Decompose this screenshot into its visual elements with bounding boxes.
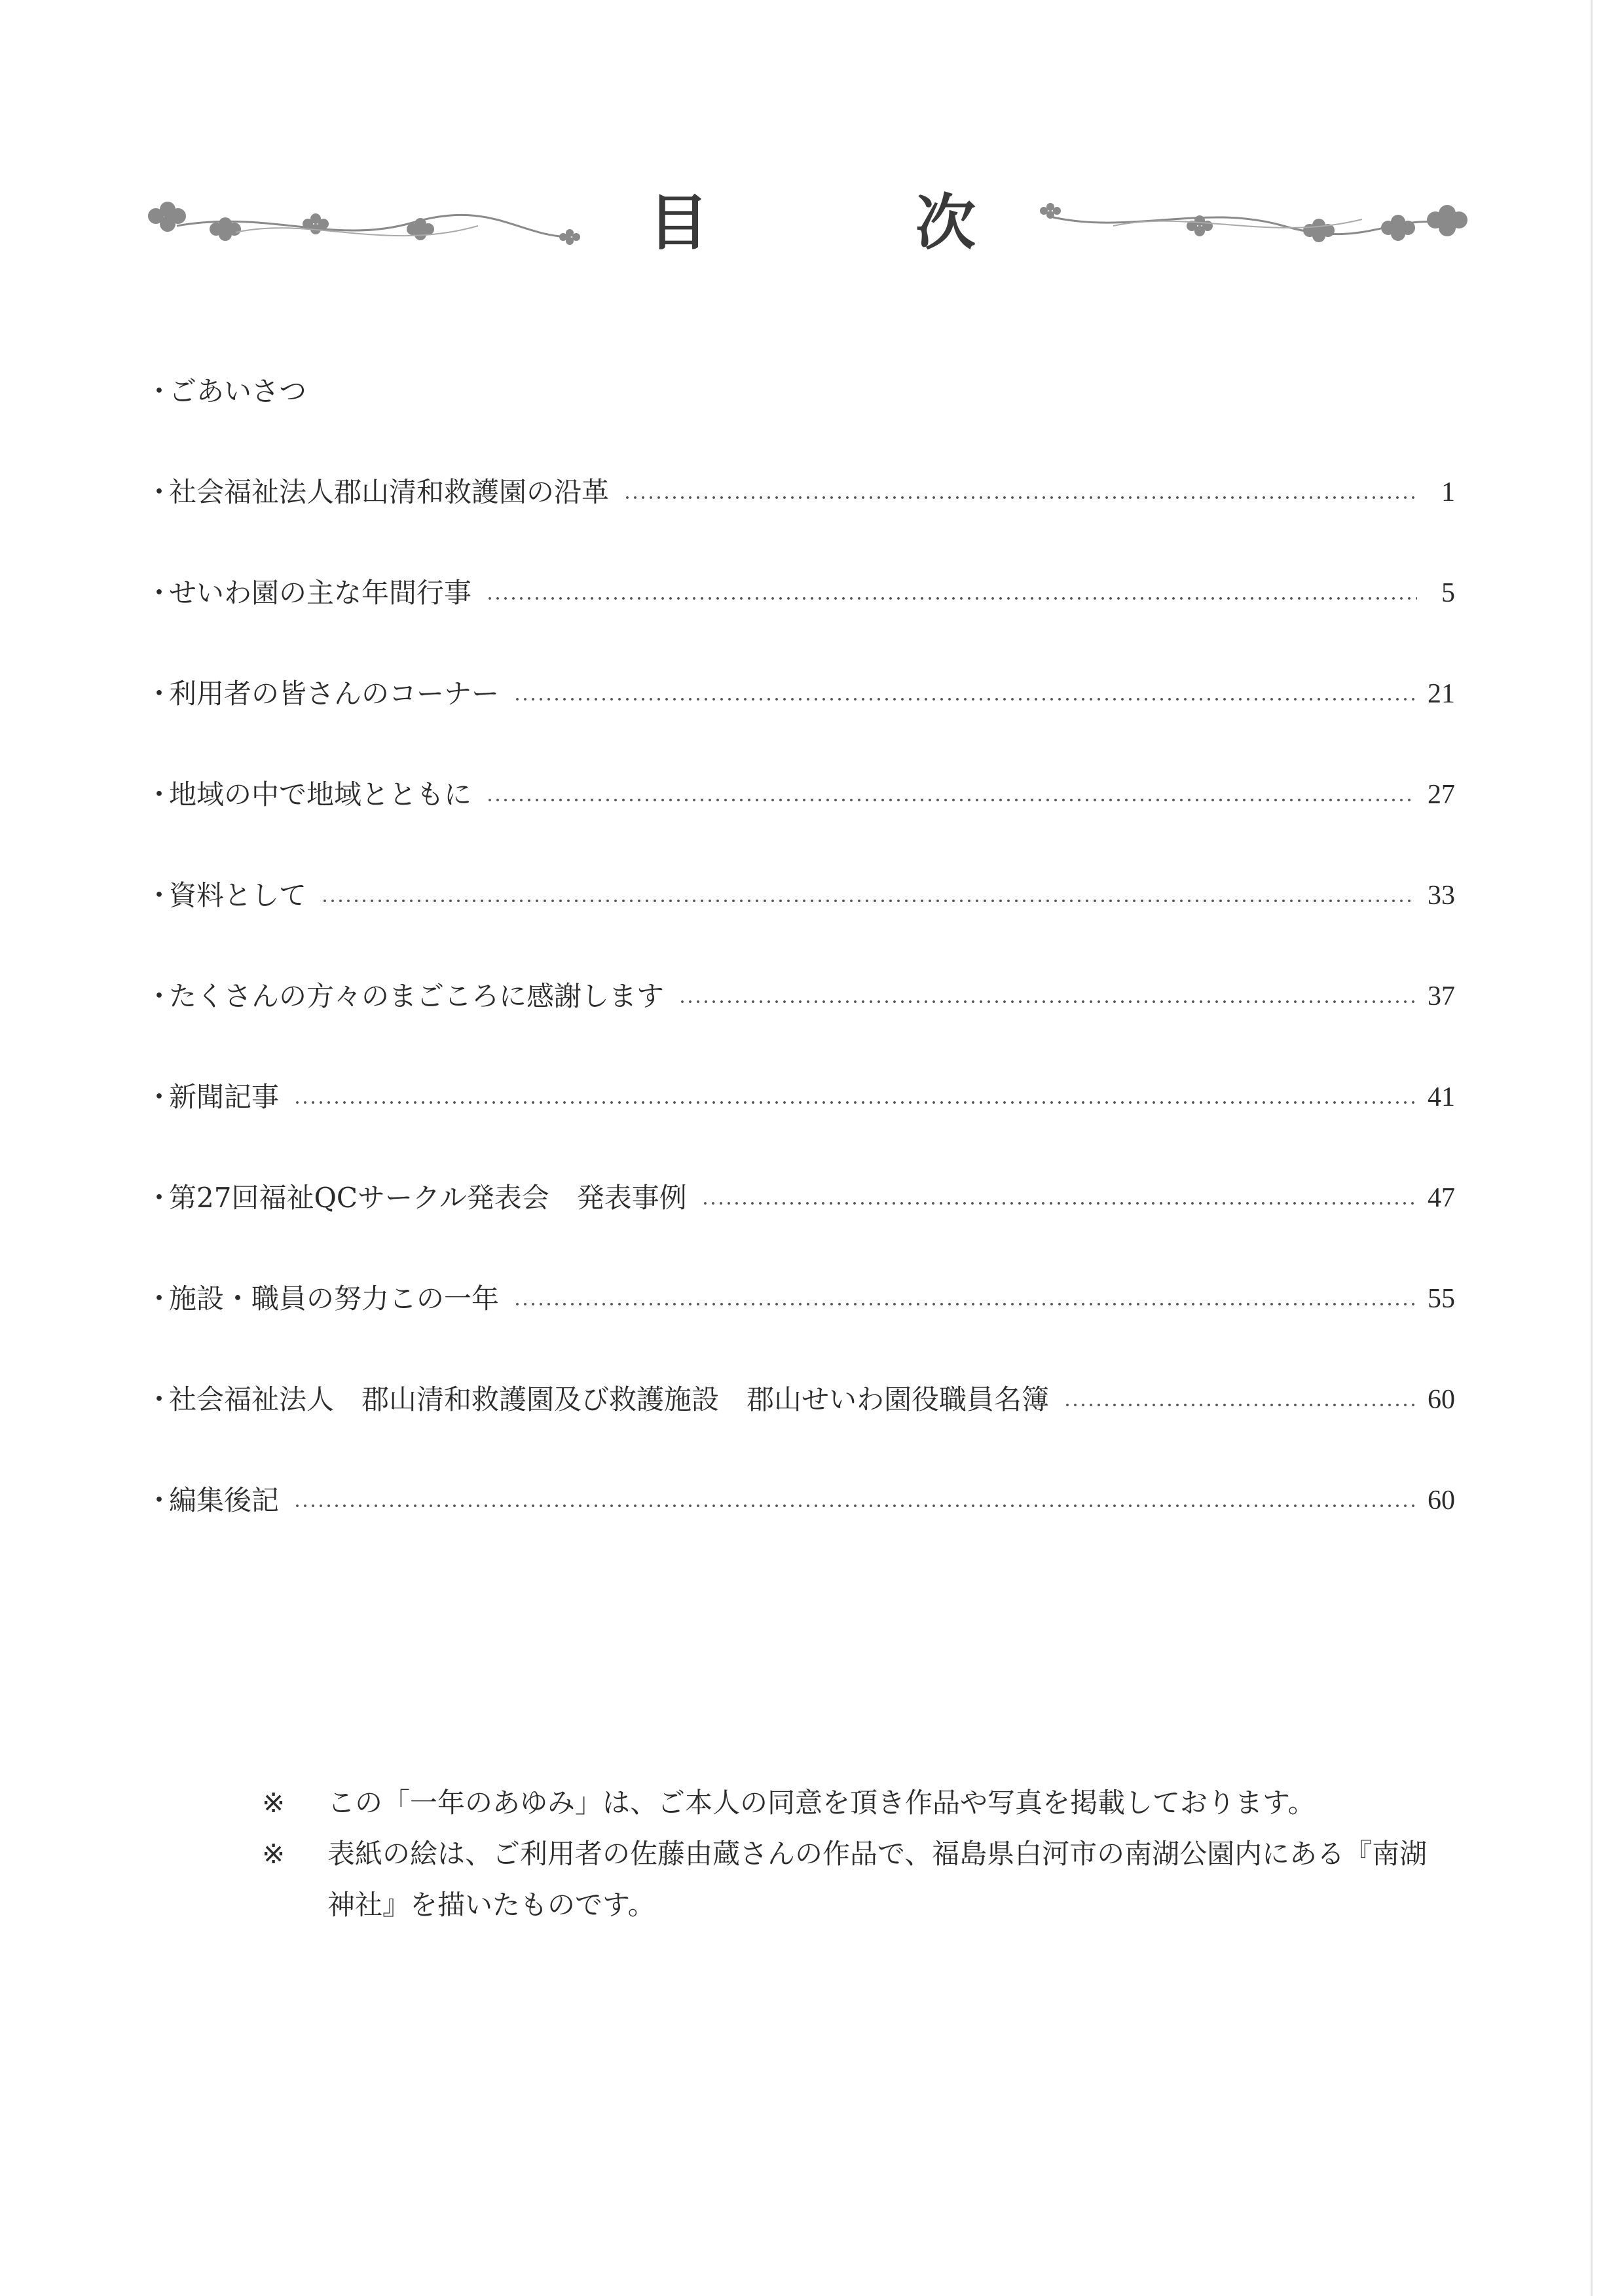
toc-page-number: 5 [1441,578,1455,608]
toc-bullet: ・ [145,980,174,1012]
toc-entry-label: 社会福祉法人 郡山清和救護園及び救護施設 郡山せいわ園役職員名簿 [169,1383,1050,1415]
toc-entry[interactable] [145,1079,1455,1180]
toc-page-number: 1 [1441,477,1455,507]
toc-entry[interactable] [145,1381,1455,1482]
dot-leader [623,474,1417,511]
dot-leader [513,1281,1416,1317]
toc-entry[interactable] [145,575,1455,676]
toc-entry-label: 編集後記 [169,1484,280,1516]
footnote [262,1777,1454,1829]
toc-bullet: ・ [145,1484,174,1516]
toc-page-number: 55 [1428,1284,1455,1314]
toc-entry[interactable] [145,1482,1455,1583]
toc-bullet: ・ [145,1081,174,1113]
table-of-contents [145,373,1455,1583]
toc-entry[interactable] [145,1281,1455,1381]
dot-leader [486,575,1417,611]
toc-entry-label: 利用者の皆さんのコーナー [169,678,500,710]
toc-bullet: ・ [145,476,174,508]
toc-entry-label: 新聞記事 [169,1081,280,1113]
toc-page-number: 21 [1428,679,1455,709]
page-title [648,183,976,262]
toc-entry[interactable] [145,676,1455,776]
toc-bullet: ・ [145,778,174,811]
toc-entry[interactable] [145,978,1455,1079]
dot-leader [293,1482,1416,1519]
dot-leader [701,1180,1416,1216]
toc-bullet: ・ [145,879,174,911]
toc-page-number: 60 [1428,1385,1455,1415]
clover-vine-icon [1035,190,1480,255]
dot-leader [513,676,1416,712]
title-row [0,183,1624,262]
dot-leader [1063,1381,1416,1418]
page-edge-line [1591,0,1593,2296]
toc-bullet: ・ [145,577,174,609]
toc-bullet: ・ [145,678,174,710]
reference-mark: ※ [262,1838,286,1870]
toc-bullet: ・ [145,1182,174,1214]
title-char-1: 目 [648,187,709,258]
footnotes [262,1777,1454,1931]
toc-entry-label: 地域の中で地域とともに [169,778,472,811]
toc-entry-label: ごあいさつ [169,375,307,407]
clover-vine-icon [138,190,583,255]
dot-leader [486,776,1416,813]
toc-entry[interactable] [145,1180,1455,1281]
dot-leader [293,1079,1416,1116]
dot-leader [321,877,1416,914]
toc-entry-label: たくさんの方々のまごころに感謝します [169,980,665,1012]
toc-entry[interactable] [145,877,1455,978]
toc-page-number: 33 [1428,881,1455,911]
toc-entry-label: 社会福祉法人郡山清和救護園の沿革 [169,476,610,508]
footnote [262,1829,1454,1931]
toc-entry[interactable] [145,474,1455,575]
toc-entry-label: 第27回福祉QCサークル発表会 発表事例 [169,1182,687,1214]
toc-bullet: ・ [145,375,174,407]
toc-bullet: ・ [145,1383,174,1415]
title-char-2: 次 [915,187,976,258]
footnote-text: 表紙の絵は、ご利用者の佐藤由蔵さんの作品で、福島県白河市の南湖公園内にある『南湖神社』を描いたものです。 [327,1838,1428,1921]
reference-mark: ※ [262,1787,286,1819]
dot-leader [678,978,1416,1015]
toc-page-number: 27 [1428,780,1455,810]
toc-entry-label: せいわ園の主な年間行事 [169,577,472,609]
toc-entry-label: 資料として [169,879,307,911]
toc-page-number: 60 [1428,1485,1455,1516]
footnote-text: この「一年のあゆみ」は、ご本人の同意を頂き作品や写真を掲載しております。 [327,1787,1316,1819]
toc-bullet: ・ [145,1283,174,1315]
toc-page-number: 41 [1428,1082,1455,1112]
toc-page-number: 37 [1428,981,1455,1011]
toc-entry[interactable] [145,776,1455,877]
toc-page-number: 47 [1428,1183,1455,1213]
toc-entry-label: 施設・職員の努力この一年 [169,1283,500,1315]
toc-entry[interactable] [145,373,1455,474]
